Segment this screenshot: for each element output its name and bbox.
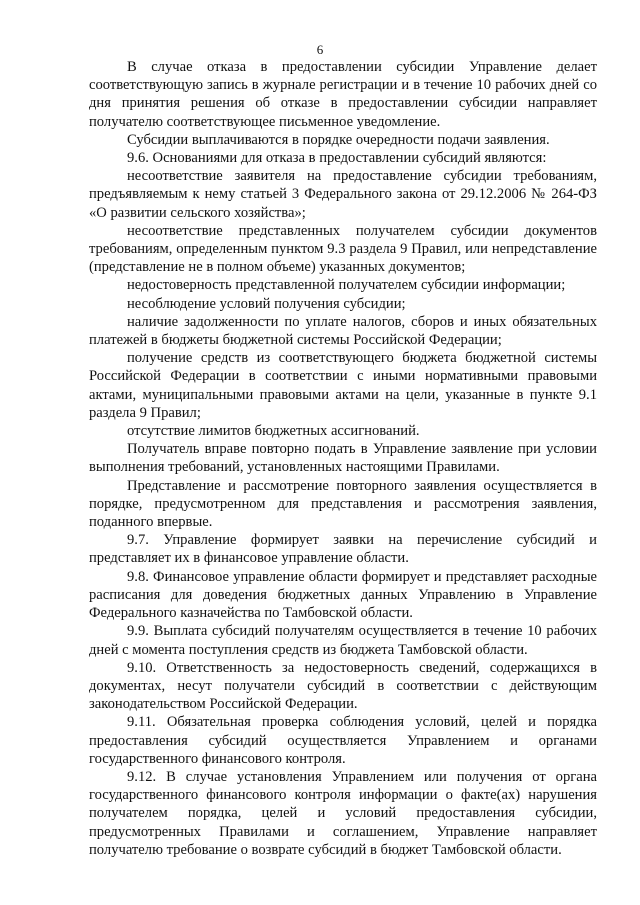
paragraph-9-6-heading: 9.6. Основаниями для отказа в предоставлении субсидий являются:: [127, 150, 547, 167]
paragraph-payment-order: Субсидии выплачиваются в порядке очередности подачи заявления.: [127, 131, 550, 148]
paragraph-refusal-ground: несоответствие представленных получателем субсидии документов требованиям, определенным пунктом 9.3 раздела 9 Правил, или непредставление (представление не в полном объеме) указанных документов;: [89, 222, 597, 276]
paragraph-refusal-ground: несоблюдение условий получения субсидии;: [127, 295, 406, 312]
paragraph-refusal-ground: отсутствие лимитов бюджетных ассигнований.: [127, 423, 420, 440]
page-number: 6: [316, 42, 324, 57]
paragraph-reapply-procedure: Представление и рассмотрение повторного заявления осуществляется в порядке, предусмотренном для представления и рассмотрения заявления, поданного впервые.: [89, 477, 597, 531]
paragraph-9-7: 9.7. Управление формирует заявки на перечисление субсидий и представляет их в финансовое управление области.: [89, 532, 597, 567]
paragraph-9-12: 9.12. В случае установления Управлением или получения от органа государственного финансового контроля информации о факте(ах) нарушения получателем порядка, целей и условий предоставления субсидии, предусмотренных Правилами и соглашением, Управление направляет получателю требование о возврате субсидий в бюджет Тамбовской области.: [89, 768, 597, 858]
paragraph-refusal-ground: получение средств из соответствующего бюджета бюджетной системы Российской Федерации в соответствии с иными нормативными правовыми актами, муниципальными правовыми актами на цели, указанные в пункте 9.1 раздела 9 Правил;: [89, 350, 597, 421]
paragraph-reapply: Получатель вправе повторно подать в Управление заявление при условии выполнения требований, установленных настоящими Правилами.: [89, 441, 597, 476]
paragraph-9-9: 9.9. Выплата субсидий получателям осуществляется в течение 10 рабочих дней с момента поступления средств из бюджета Тамбовской области.: [89, 623, 597, 658]
paragraph-refusal-notice: В случае отказа в предоставлении субсидии Управление делает соответствующую запись в журнале регистрации и в течение 10 рабочих дней со дня принятия решения об отказе в предоставлении субсидии направляет получателю соответствующее письменное уведомление.: [89, 59, 597, 130]
document-body: [89, 58, 597, 859]
paragraph-refusal-ground: несоответствие заявителя на предоставление субсидии требованиям, предъявляемым к нему статьей 3 Федерального закона от 29.12.2006 № 264-ФЗ «О развитии сельского хозяйства»;: [89, 168, 597, 221]
paragraph-9-8: 9.8. Финансовое управление области формирует и представляет расходные расписания для доведения бюджетных данных Управлению в Управление Федерального казначейства по Тамбовской области.: [89, 568, 597, 622]
paragraph-refusal-ground: недостоверность представленной получателем субсидии информации;: [127, 277, 566, 294]
paragraph-9-10: 9.10. Ответственность за недостоверность сведений, содержащихся в документах, несут получатели субсидий в соответствии с действующим законодательством Российской Федерации.: [89, 659, 597, 713]
paragraph-9-11: 9.11. Обязательная проверка соблюдения условий, целей и порядка предоставления субсидий осуществляется Управлением и органами государственного финансового контроля.: [89, 714, 597, 767]
paragraph-refusal-ground: наличие задолженности по уплате налогов, сборов и иных обязательных платежей в бюджеты бюджетной системы Российской Федерации;: [89, 313, 597, 349]
